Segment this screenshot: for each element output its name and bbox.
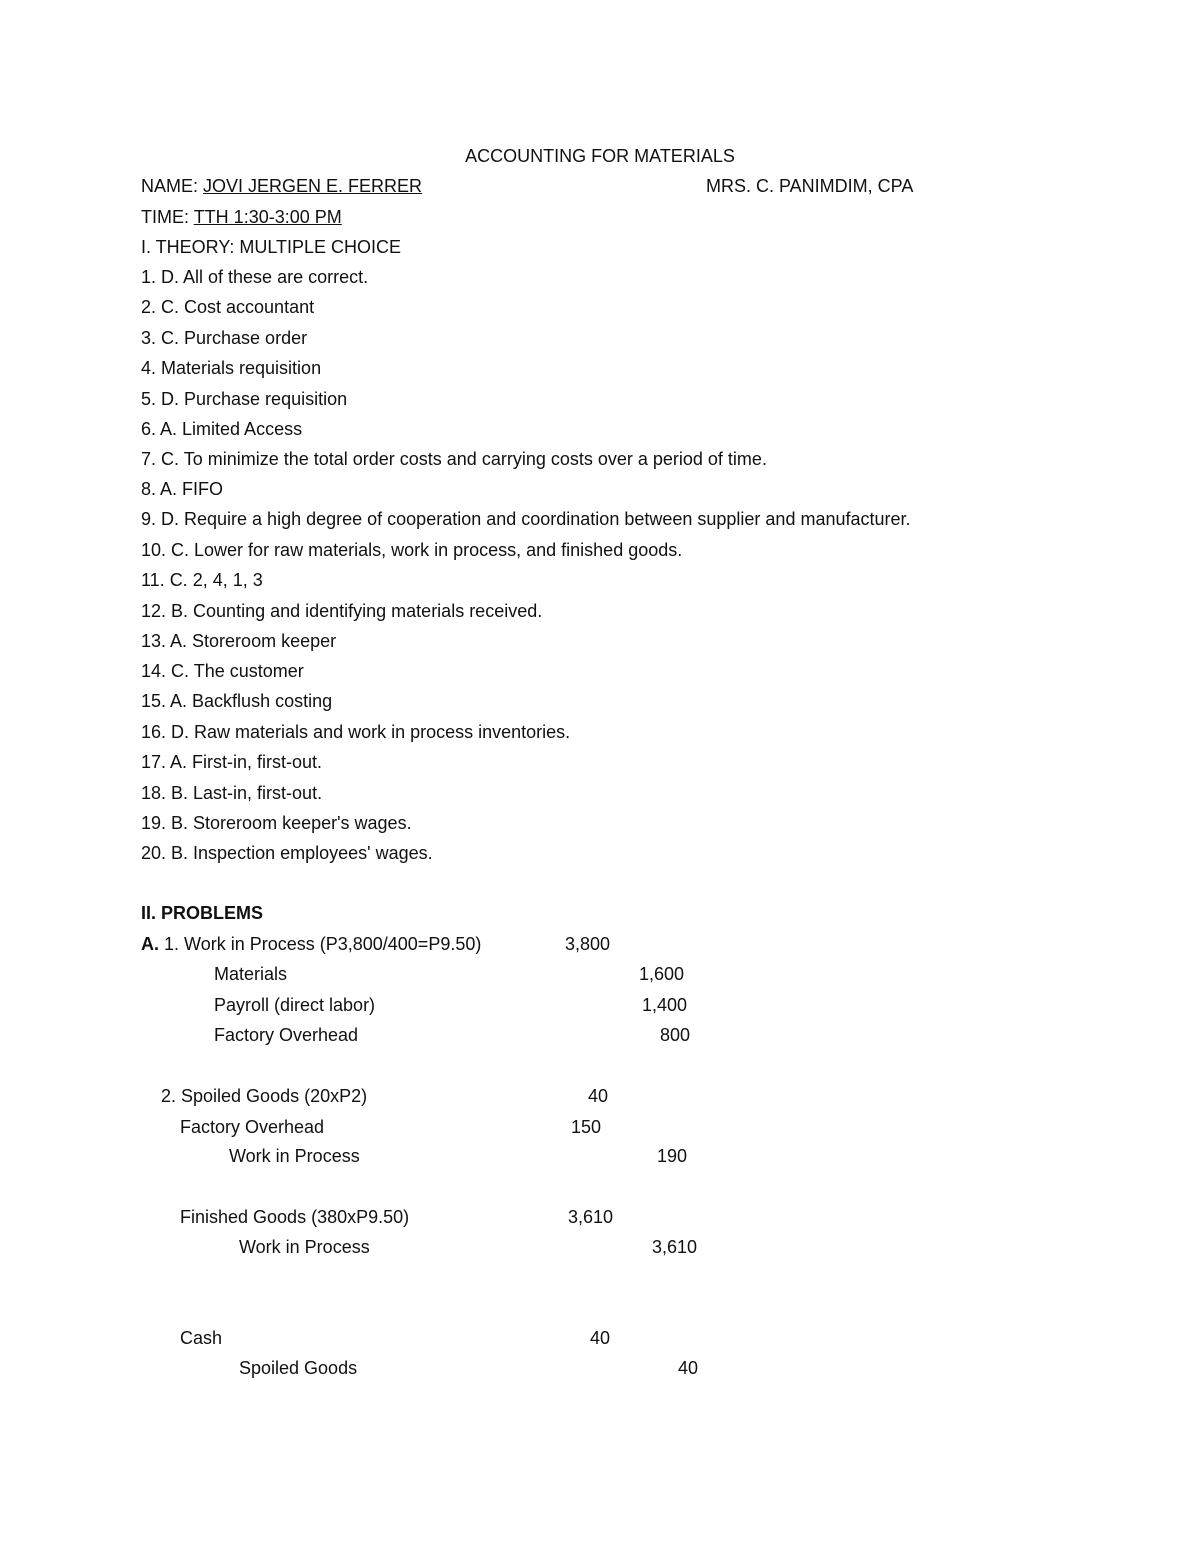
student-name-line	[141, 175, 422, 197]
journal-line	[141, 933, 481, 955]
answer-item: 12. B. Counting and identifying materials received.	[141, 601, 543, 621]
account-name: Factory Overhead	[180, 1117, 325, 1137]
account-name: Cash	[180, 1328, 223, 1348]
student-name: JOVI JERGEN E. FERRER	[203, 176, 423, 196]
answer-item: 20. B. Inspection employees' wages.	[141, 843, 433, 863]
credit-amount: 800	[660, 1025, 691, 1045]
answer-item: 14. C. The customer	[141, 661, 304, 681]
debit-amount: 40	[590, 1328, 611, 1348]
account-name: Factory Overhead	[214, 1025, 359, 1045]
time-line	[141, 206, 342, 228]
name-label: NAME:	[141, 176, 204, 196]
answer-item: 7. C. To minimize the total order costs and carrying costs over a period of time.	[141, 449, 767, 469]
answer-item: 10. C. Lower for raw materials, work in process, and finished goods.	[141, 540, 683, 560]
account-name: Spoiled Goods	[239, 1358, 358, 1378]
instructor-name: MRS. C. PANIMDIM, CPA	[706, 176, 914, 196]
answer-item: 8. A. FIFO	[141, 479, 224, 499]
answer-item: 4. Materials requisition	[141, 358, 322, 378]
debit-amount: 40	[588, 1086, 609, 1106]
account-name: Materials	[214, 964, 288, 984]
answer-item: 18. B. Last-in, first-out.	[141, 783, 323, 803]
part-a-label: A.	[141, 934, 159, 954]
account-name: Payroll (direct labor)	[214, 995, 376, 1015]
credit-amount: 1,600	[639, 964, 685, 984]
answer-item: 16. D. Raw materials and work in process inventories.	[141, 722, 571, 742]
answer-item: 6. A. Limited Access	[141, 419, 303, 439]
answer-item: 17. A. First-in, first-out.	[141, 752, 323, 772]
credit-amount: 3,610	[652, 1237, 698, 1257]
credit-amount: 190	[657, 1146, 688, 1166]
answer-item: 2. C. Cost accountant	[141, 297, 315, 317]
account-name: Work in Process	[239, 1237, 370, 1257]
answer-item: 19. B. Storeroom keeper's wages.	[141, 813, 412, 833]
answer-item: 15. A. Backflush costing	[141, 691, 333, 711]
credit-amount: 1,400	[642, 995, 688, 1015]
answer-item: 3. C. Purchase order	[141, 328, 308, 348]
class-time: TTH 1:30-3:00 PM	[193, 207, 342, 227]
debit-amount: 150	[571, 1117, 602, 1137]
time-label: TIME:	[141, 207, 194, 227]
account-name: Finished Goods (380xP9.50)	[180, 1207, 410, 1227]
theory-heading: I. THEORY: MULTIPLE CHOICE	[141, 237, 402, 257]
answer-item: 9. D. Require a high degree of cooperation and coordination between supplier and manufacturer.	[141, 509, 911, 529]
answer-item: 1. D. All of these are correct.	[141, 267, 369, 287]
account-name: 1. Work in Process (P3,800/400=P9.50)	[164, 934, 482, 954]
debit-amount: 3,800	[565, 934, 611, 954]
answer-item: 13. A. Storeroom keeper	[141, 631, 337, 651]
credit-amount: 40	[678, 1358, 699, 1378]
problems-heading: II. PROBLEMS	[141, 903, 264, 923]
answer-item: 5. D. Purchase requisition	[141, 389, 348, 409]
answer-item: 11. C. 2, 4, 1, 3	[141, 570, 263, 590]
document-title: ACCOUNTING FOR MATERIALS	[465, 146, 735, 166]
account-name: Work in Process	[229, 1146, 360, 1166]
debit-amount: 3,610	[568, 1207, 614, 1227]
account-name: 2. Spoiled Goods (20xP2)	[161, 1086, 368, 1106]
